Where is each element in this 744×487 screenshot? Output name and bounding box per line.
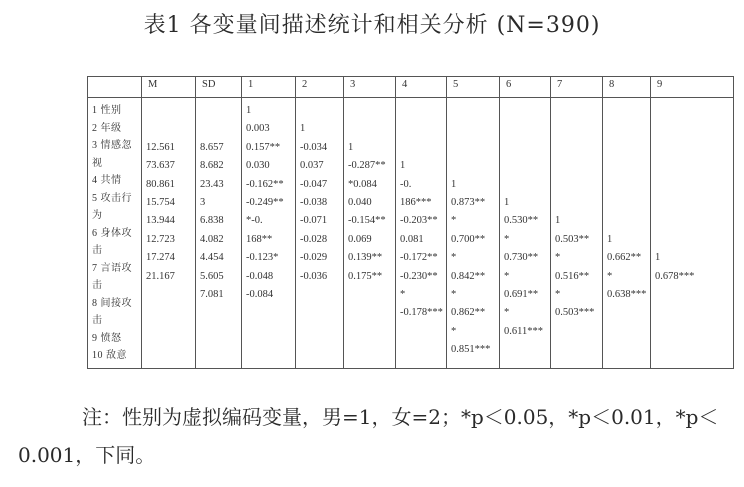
table-note: 注：性别为虚拟编码变量，男=1，女=2；*p＜0.05，*p＜0.01，*p＜0.001，下同。 [18,405,719,467]
variable-label: 10 敌意 [92,350,127,361]
header-cell: 6 [500,77,551,98]
corr-column-7: 1 0.503** * 0.516** * 0.503*** [551,98,603,369]
variable-label: 7 言语攻击 [92,262,132,291]
corr-column-9: 1 0.678*** [651,98,734,369]
corr-column-6: 1 0.530** * 0.730** * 0.691** * 0.611*** [500,98,551,369]
header-cell [88,77,142,98]
variable-label: 6 身体攻击 [92,227,132,256]
corr-column-1: 1 0.003 0.157** 0.030 -0.162** -0.249** *-0. 168** -0.123* -0.048 -0.084 [242,98,296,369]
header-cell: 8 [603,77,651,98]
variable-column [88,98,142,369]
corr-column-5: 1 0.873** * 0.700** * 0.842** * 0.862** * 0.851*** [447,98,500,369]
header-cell: 4 [396,77,447,98]
header-cell: SD [196,77,242,98]
sd-column: 8.657 8.682 23.43 3 6.838 4.082 4.454 5.605 7.081 [196,98,242,369]
header-row [88,77,734,98]
variable-label: 2 年级 [92,122,122,134]
table-title: 表1 各变量间描述统计和相关分析 (N=390) [143,13,601,38]
corr-column-8: 1 0.662** * 0.638*** [603,98,651,369]
header-cell: 7 [551,77,603,98]
correlation-table [87,76,734,369]
header-cell: 1 [242,77,296,98]
header-cell: 9 [651,77,734,98]
header-cell: 2 [296,77,344,98]
mean-column: 12.561 73.637 80.861 15.754 13.944 12.723 17.274 21.167 [142,98,196,369]
variable-label: 4 共情 [92,175,122,186]
corr-column-4: 1 -0. 186*** -0.203** 0.081 -0.172** -0.230** * -0.178*** [396,98,447,369]
header-cell: 5 [447,77,500,98]
variable-label: 3 情感忽视 [92,140,132,169]
header-cell: M [142,77,196,98]
stats-table-container [87,76,734,364]
corr-column-2: 1 -0.034 0.037 -0.047 -0.038 -0.071 -0.028 -0.029 -0.036 [296,98,344,369]
variable-label: 9 愤怒 [92,332,122,344]
table-row [88,98,734,369]
variable-label: 1 性别 [92,105,122,116]
variable-label: 8 间接攻击 [92,297,132,326]
variable-label: 5 攻击行为 [92,192,132,221]
corr-column-3: 1 -0.287** *0.084 0.040 -0.154** 0.069 0.139** 0.175** [344,98,396,369]
header-cell: 3 [344,77,396,98]
